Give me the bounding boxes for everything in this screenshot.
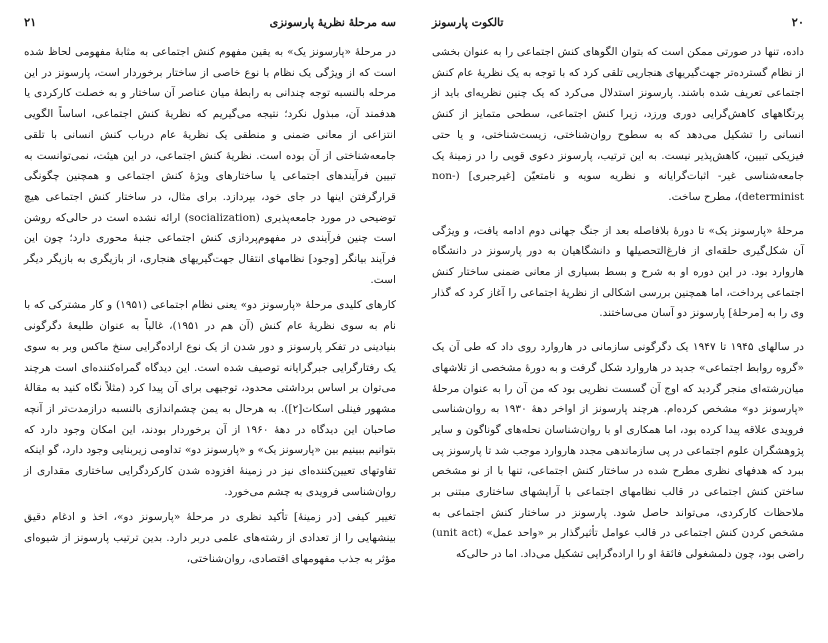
right-page-header (432, 12, 804, 32)
paragraph: داده، تنها در صورتی ممکن است که بتوان الگوهای کنش اجتماعی را به عنوان بخشی از نظام گسترده‌تر جهت‌گیریهای هنجاریی تلقی کرد که با توجه به یک نظریهٔ عام کنش اجتماعی تعریف شده باشند. پارسونز استدلال می‌کرد که یک چنین نظریه‌ای باید از پرتگاههای کاهش‌گرایی دوری ورزد، زیرا کنش اجتماعی، سطحی متمایز از کنش انسانی را تشکیل می‌دهد که به سطوح روان‌شناختی، زیست‌شناختی، و یا حتی فیزیکی تبیین، کاهش‌پذیر نیست. به این ترتیب، پارسونز دعوی قویی را در زمینهٔ یک جامعه‌شناسی غیر- اثبات‌گرایانه و نظریه سویه و نامتعیّن [غیرجبری] (non-determinist)، مطرح ساخت. (432, 46, 804, 203)
page-number: ۲۰ (791, 15, 804, 29)
running-title: تالکوت پارسونز (432, 15, 504, 29)
right-page (414, 0, 828, 643)
running-title: سه مرحلهٔ نظریهٔ پارسونزی (269, 15, 396, 29)
paragraph: در مرحلهٔ «پارسونز یک» به یقین مفهوم کنش اجتماعی به مثابهٔ مفهومی لحاظ شده است که از ویژگی یک نظام با نوع خاصی از ساختار برخوردار است، پارسونز در این مرحله بالنسبه توجه چندانی به رابطهٔ میان عناصر آن ساختار و به خصلت کارکردی یا هدفمند آن، مبذول نکرد؛ نتیجه می‌گیریم که نظریهٔ کنش اجتماعی، اساساً الگویی انتزاعی از معانی ضمنی و منطقی یک نظریهٔ عام درباب کنش انسانی با تلقی جامعه‌شناختی از آن بوده است. نظریهٔ کنش اجتماعی، در این هیئت، نمی‌توانست به تبیین فرآیندهای اجتماعی یا ساختارهای ویژهٔ کنش اجتماعی و همچنین چگونگی قرارگرفتن اینها در جای خود، بپردازد. برای مثال، در ساختار کنش اجتماعی هیچ توضیحی در مورد جامعه‌پذیری (socialization) ارائه نشده است در حالی‌که روشن است چنین فرآیندی در مفهوم‌پردازی کنش اجتماعی جنبهٔ محوری دارد؛ چون این فرآیند بیانگر [وجود] نظامهای انتقال جهت‌گیریهای هنجاری، از بازیگری به بازیگر دیگر است. (24, 46, 396, 286)
paragraph: در سالهای ۱۹۴۵ تا ۱۹۴۷ یک دگرگونی سازمانی در هاروارد روی داد که طی آن یک «گروه روابط اجتماعی» جدید در هاروارد شکل گرفت و به دورهٔ مشخصی از تلاشهای میان‌رشته‌ای منجر گردید که اوج آن گسست نظریی بود که من آن را به عنوان مرحلهٔ «پارسونز دو» مشخص کرده‌ام. هرچند پارسونز از اواخر دههٔ ۱۹۳۰ به روان‌شناسی فرویدی علاقه پیدا کرده بود، اما همکاری او با روان‌شناسان نحله‌های گوناگون و سایر پژوهشگران علوم اجتماعی در پی سازماندهی مجدد هاروارد موجب شد تا پارسونز پی ببرد که هدفهای نظری مطرح شده در ساختار کنش اجتماعی، تنها با از نو مشخص ساختن کنش اجتماعی در قالب نظامهای اجتماعی با آرایشهای ساختاری مبتنی بر ملاحظات کارکردی، می‌تواند حاصل شود. پارسونز در ساختار کنش اجتماعی به مشخص کردن کنش اجتماعی در قالب عوامل تأثیرگذار بر «واحد عمل» (unit act) راضی بود، چون دلمشغولی فائقهٔ او را اراده‌گرایی تشکیل می‌داد. اما در حالی‌که (432, 341, 805, 561)
page-number: ۲۱ (24, 15, 37, 29)
paragraph: مرحلهٔ «پارسونز یک» تا دورهٔ بلافاصله بعد از جنگ جهانی دوم ادامه یافت، و ویژگی آن شکل‌گیری حلقه‌ای از فارغ‌التحصیلها و دانشگاهیان به دور پارسونز در دانشگاه هاروارد بود. در این دوره او به شرح و بسط بسیاری از معانی ضمنی ساختار کنش اجتماعی پرداخت، اما همچنین بررسی اشکالی از نظریهٔ اجتماعی را آغاز کرد که گذار وی را به [مرحلهٔ] پارسونز دو آسان می‌ساختند. (432, 224, 804, 320)
paragraph: کارهای کلیدی مرحلهٔ «پارسونز دو» یعنی نظام اجتماعی (۱۹۵۱) و کار مشترکی که با نام به سوی نظریهٔ عام کنش (آن هم در ۱۹۵۱)، غالباً به عنوان طلیعهٔ دگرگونی بنیادینی در تفکر پارسونز و دور شدن از یک نوع اراده‌گرایی سنخ ماکس وبر به سوی یک رفتارگرایی جبرگرایانه توصیف شده است. این دیدگاه گمراه‌کننده‌ای است هرچند می‌توان بر اساس برداشتی محدود، توجیهی برای آن پیدا کرد (مثلاً نگاه کنید به مقالهٔ مشهور فینلی اسکات[۲]). به هرحال به یمن چشم‌اندازی بالنسبه درازمدت‌تر از آنچه صاحبان این دیدگاه در دههٔ ۱۹۶۰ از آن برخوردار بودند، این امکان وجود دارد که بتوانیم ببینیم بین «پارسونز یک» و «پارسونز دو» تداومی زیربنایی وجود دارد، گو اینکه تفاوتهای تعیین‌کننده‌ای نیز در زمینهٔ افزوده شدن کارکردگرایی ساختاری مقداری از روان‌شناسی فرویدی به چشم می‌خورد. (24, 299, 397, 498)
left-page-header (24, 12, 396, 32)
paragraph: تغییر کیفی [در زمینهٔ] تأکید نظری در مرحلهٔ «پارسونز دو»، اخذ و ادغام دقیق بینشهایی را از تعدادی از رشته‌های علمی دربر دارد. بدین ترتیب پارسونز از شیوه‌ای مؤثر به جذب مفهومهای اقتصادی، روان‌شناختی، (24, 511, 396, 565)
